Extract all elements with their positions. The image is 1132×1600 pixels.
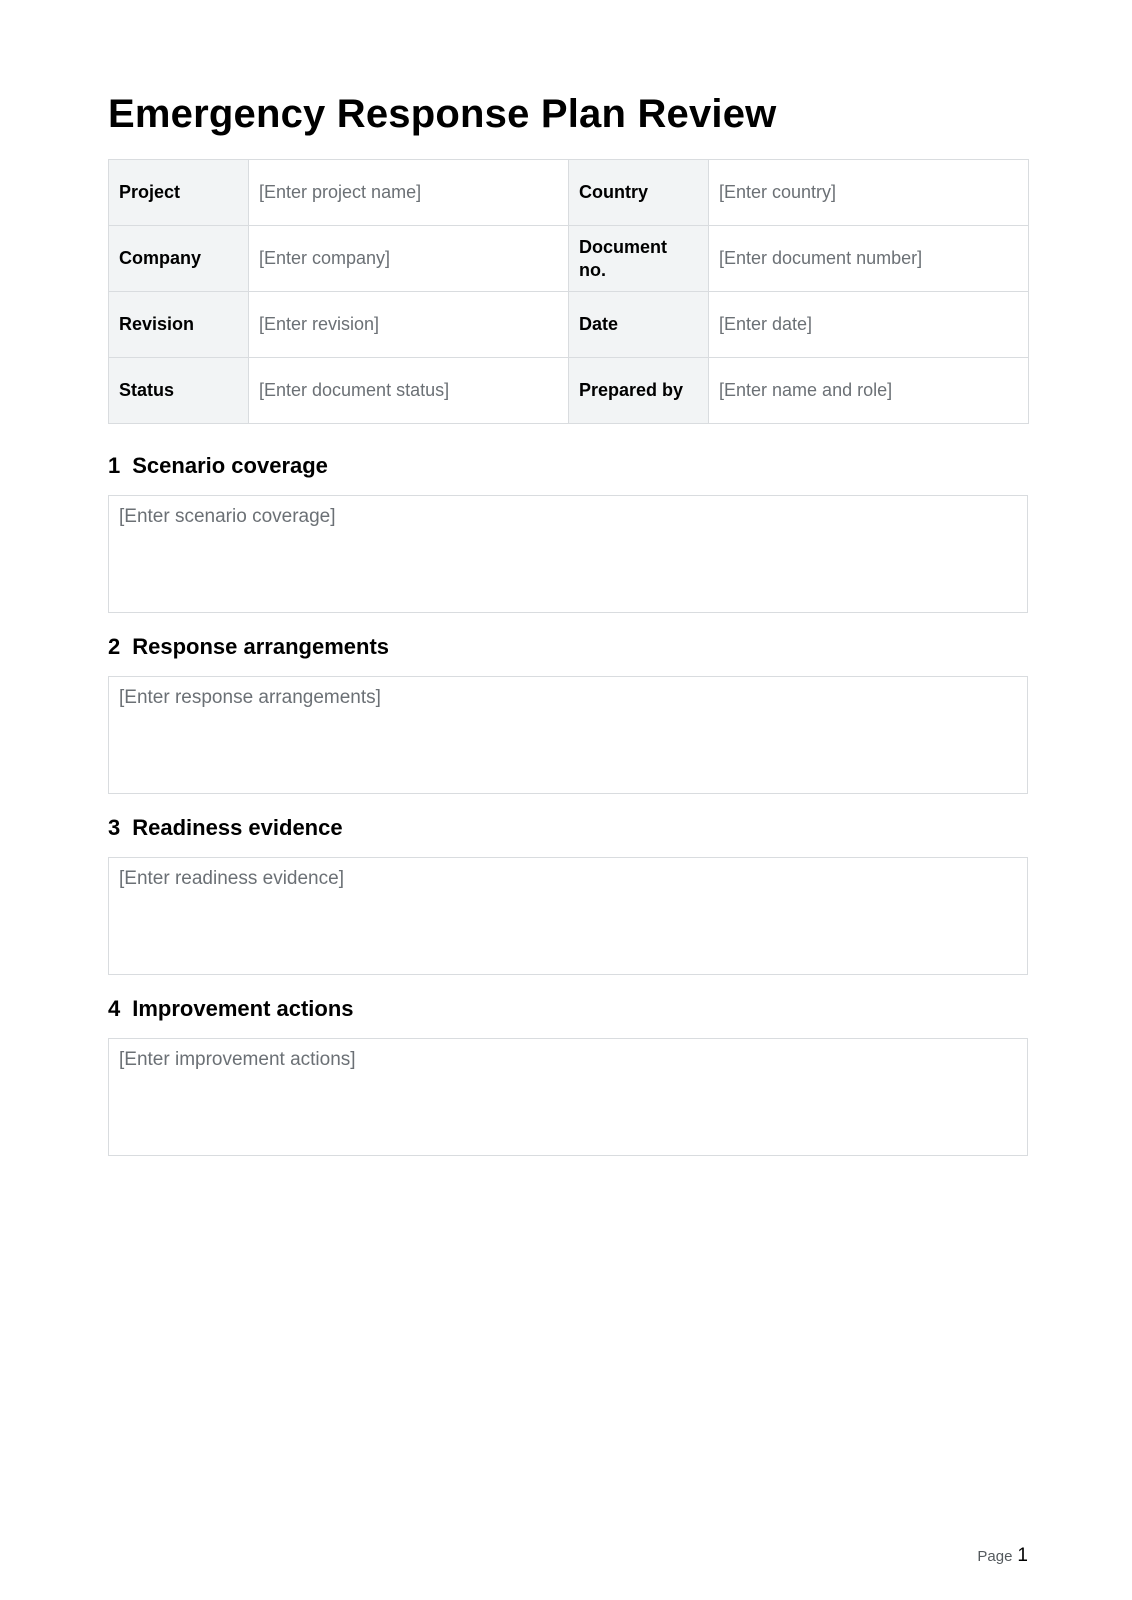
revision-label: Revision xyxy=(109,292,249,358)
prepared-by-field[interactable]: [Enter name and role] xyxy=(709,358,1029,424)
page-number: 1 xyxy=(1017,1545,1028,1566)
section-title: Response arrangements xyxy=(132,634,390,659)
status-field[interactable]: [Enter document status] xyxy=(249,358,569,424)
revision-field[interactable]: [Enter revision] xyxy=(249,292,569,358)
status-label: Status xyxy=(109,358,249,424)
section-heading-improvement-actions xyxy=(108,995,354,1023)
prepared-by-label: Prepared by xyxy=(569,358,709,424)
project-field[interactable]: [Enter project name] xyxy=(249,160,569,226)
response-arrangements-field[interactable]: [Enter response arrangements] xyxy=(108,676,1028,794)
date-field[interactable]: [Enter date] xyxy=(709,292,1029,358)
section-title: Improvement actions xyxy=(132,996,354,1021)
scenario-coverage-field[interactable]: [Enter scenario coverage] xyxy=(108,495,1028,613)
readiness-evidence-field[interactable]: [Enter readiness evidence] xyxy=(108,857,1028,975)
country-field[interactable]: [Enter country] xyxy=(709,160,1029,226)
section-title: Readiness evidence xyxy=(132,815,343,840)
section-heading-response-arrangements xyxy=(108,633,389,661)
company-field[interactable]: [Enter company] xyxy=(249,226,569,292)
section-heading-scenario-coverage xyxy=(108,452,328,480)
info-row-revision xyxy=(109,292,1029,358)
page-footer xyxy=(977,1545,1028,1567)
company-label: Company xyxy=(109,226,249,292)
section-number: 4 xyxy=(108,996,121,1021)
info-row-project xyxy=(109,160,1029,226)
info-row-company xyxy=(109,226,1029,292)
section-number: 2 xyxy=(108,634,121,659)
country-label: Country xyxy=(569,160,709,226)
document-number-label: Document no. xyxy=(569,226,709,292)
document-info-table xyxy=(108,159,1029,424)
section-title: Scenario coverage xyxy=(132,453,328,478)
document-number-field[interactable]: [Enter document number] xyxy=(709,226,1029,292)
section-number: 3 xyxy=(108,815,121,840)
info-row-status xyxy=(109,358,1029,424)
section-number: 1 xyxy=(108,453,121,478)
page-label: Page xyxy=(977,1548,1013,1565)
page-title: Emergency Response Plan Review xyxy=(108,92,777,136)
section-heading-readiness-evidence xyxy=(108,814,343,842)
date-label: Date xyxy=(569,292,709,358)
improvement-actions-field[interactable]: [Enter improvement actions] xyxy=(108,1038,1028,1156)
project-label: Project xyxy=(109,160,249,226)
